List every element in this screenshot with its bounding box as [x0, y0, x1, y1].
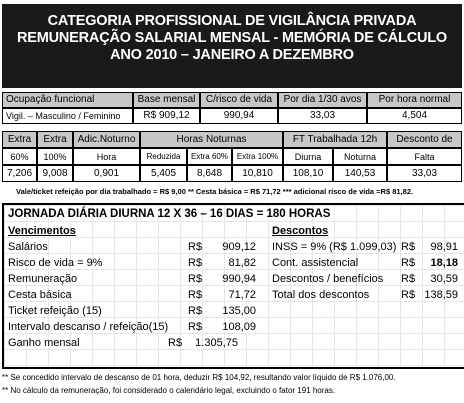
earnings-label: Cesta básica — [8, 289, 72, 301]
subheader-absence: Falta — [387, 148, 462, 165]
earnings-currency: R$ — [168, 337, 183, 349]
header-extra-2: Extra — [37, 131, 73, 148]
header-per-day: Por dia 1/30 avos — [278, 92, 367, 108]
cell-per-hour: 4,504 — [367, 108, 462, 124]
earnings-label: Ticket refeição (15) — [8, 305, 102, 317]
earnings-currency: R$ — [188, 257, 203, 269]
deduction-currency: R$ — [401, 289, 416, 301]
earnings-value: 1.305,75 — [195, 337, 238, 349]
value-reduced: 5,405 — [140, 165, 187, 182]
value-ft-day: 108,10 — [283, 165, 333, 182]
value-extra-60: 7,206 — [2, 165, 37, 182]
benefits-note: Vale/ticket refeição por dia trabalhado = R$ 9,00 ** Cesta básica = R$ 71,72 *** adicional risco de vida =R$ 81,82. — [16, 187, 414, 196]
deduction-value: 98,91 — [430, 241, 458, 253]
earnings-value: 909,12 — [222, 241, 256, 253]
earnings-title: Vencimentos — [8, 225, 76, 237]
cell-occupation: Vigil. – Masculino / Feminino — [2, 108, 133, 124]
header-night-additional: Adic.Noturno — [73, 131, 140, 148]
earnings-label: Remuneração — [8, 273, 78, 285]
footnote-2: ** No cálculo da remuneração, foi considerado o calendário legal, excluindo o fator 191 horas. — [2, 386, 336, 395]
cell-per-day: 33,03 — [278, 108, 367, 124]
cell-base-monthly: R$ 909,12 — [133, 108, 200, 124]
earnings-currency: R$ — [188, 241, 203, 253]
title-line-3: ANO 2010 – JANEIRO A DEZEMBRO — [110, 47, 354, 63]
deduction-label: Total dos descontos — [272, 289, 370, 301]
subheader-extra-60: Extra 60% — [187, 148, 232, 165]
earnings-currency: R$ — [188, 273, 203, 285]
subheader-extra-100: Extra 100% — [232, 148, 283, 165]
header-discount: Desconto de — [387, 131, 462, 148]
value-night-hour: 0,901 — [73, 165, 140, 182]
earnings-label: Ganho mensal — [8, 337, 80, 349]
deduction-label: INSS = 9% (R$ 1.099,03) — [272, 241, 397, 253]
header-extra-1: Extra — [2, 131, 37, 148]
earnings-label: Salários — [8, 241, 48, 253]
deduction-value: 30,59 — [430, 273, 458, 285]
cell-risk-of-life: 990,94 — [200, 108, 278, 124]
value-extra-100: 9,008 — [37, 165, 73, 182]
earnings-currency: R$ — [188, 321, 203, 333]
deduction-currency: R$ — [401, 241, 416, 253]
subheader-hour: Hora — [73, 148, 140, 165]
header-occupation: Ocupação funcional — [2, 92, 133, 108]
subheader-reduced: Reduzida — [140, 148, 187, 165]
header-risk-of-life: C/risco de vida — [200, 92, 278, 108]
deduction-label: Cont. assistencial — [272, 257, 359, 269]
deductions-title: Descontos — [272, 225, 329, 237]
value-night-extra-60: 8,648 — [187, 165, 232, 182]
deduction-currency: R$ — [401, 273, 416, 285]
deduction-label: Descontos / benefícios — [272, 273, 384, 285]
title-line-1: CATEGORIA PROFISSIONAL DE VIGILÂNCIA PRIVADA — [47, 13, 417, 29]
deduction-value: 18,18 — [430, 257, 458, 269]
header-ft-worked: FT Trabalhada 12h — [283, 131, 387, 148]
value-night-extra-100: 10,810 — [232, 165, 283, 182]
value-ft-night: 140,53 — [333, 165, 387, 182]
earnings-value: 108,09 — [222, 321, 256, 333]
earnings-currency: R$ — [188, 305, 203, 317]
earnings-currency: R$ — [188, 289, 203, 301]
footnote-1: ** Se concedido intervalo de descanso de 01 hora, deduzir R$ 104,92, resultando valor líquido de R$ 1.076,00. — [2, 373, 396, 382]
earnings-label: Intervalo descanso / refeição(15) — [8, 321, 169, 333]
earnings-value: 135,00 — [222, 305, 256, 317]
earnings-label: Risco de vida = 9% — [8, 257, 103, 269]
value-absence: 33,03 — [387, 165, 462, 182]
title-banner — [2, 4, 462, 88]
header-base-monthly: Base mensal — [133, 92, 200, 108]
earnings-value: 990,94 — [222, 273, 256, 285]
subheader-100: 100% — [37, 148, 73, 165]
subheader-night: Noturna — [333, 148, 387, 165]
header-night-hours: Horas Noturnas — [140, 131, 283, 148]
deduction-currency: R$ — [401, 257, 416, 269]
earnings-value: 81,82 — [228, 257, 256, 269]
header-per-hour: Por hora normal — [367, 92, 462, 108]
title-line-2: REMUNERAÇÃO SALARIAL MENSAL - MEMÓRIA DE CÁLCULO — [17, 30, 447, 46]
summary-box — [2, 203, 464, 369]
subheader-day: Diurna — [283, 148, 333, 165]
subheader-60: 60% — [2, 148, 37, 165]
earnings-value: 71,72 — [228, 289, 256, 301]
deduction-value: 138,59 — [424, 289, 458, 301]
summary-heading: JORNADA DIÁRIA DIURNA 12 X 36 – 16 DIAS = 180 HORAS — [8, 208, 331, 220]
